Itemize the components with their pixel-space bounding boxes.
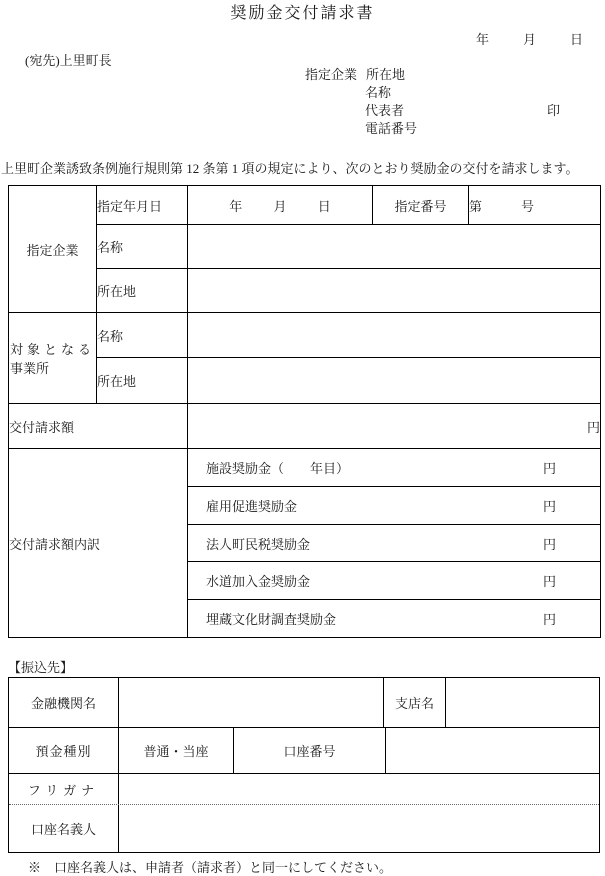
date-day-label: 日	[569, 32, 583, 47]
breakdown-item-name: 水道加入金奨励金	[206, 574, 311, 589]
target-office-group-label	[9, 313, 97, 404]
breakdown-row-employment	[188, 487, 601, 525]
request-statement: 上里町企業誘致条例施行規則第 12 条第 1 項の規定により、次のとおり奨励金の交付を請求します。	[1, 161, 579, 176]
sender-representative-label: 代表者	[365, 103, 405, 118]
account-holder-row	[9, 805, 599, 852]
office-name-label: 名称	[97, 313, 188, 358]
breakdown-group-label: 交付請求額内訳	[9, 449, 188, 638]
breakdown-item-name: 埋蔵文化財調査奨励金	[206, 612, 337, 627]
breakdown-row-water	[188, 562, 601, 600]
breakdown-item-name: 雇用促進奨励金	[206, 499, 298, 514]
yen-unit: 円	[542, 612, 556, 627]
claim-amount-label: 交付請求額	[9, 404, 188, 449]
yen-unit: 円	[542, 574, 556, 589]
company-address-label: 所在地	[97, 269, 188, 313]
deposit-type-label: 預金種別	[9, 728, 119, 773]
transfer-table	[8, 677, 600, 853]
company-name-label: 名称	[97, 225, 188, 269]
sender-phone-label: 電話番号	[365, 121, 418, 136]
bank-name-value-cell	[119, 678, 384, 727]
account-number-label: 口座番号	[234, 728, 386, 773]
account-number-value-cell	[386, 728, 599, 773]
designation-number-label: 指定番号	[373, 186, 469, 225]
breakdown-row-facility	[188, 449, 601, 487]
designation-date-value-cell	[188, 186, 373, 225]
designation-date-label: 指定年月日	[97, 186, 188, 225]
designation-month-unit: 月	[273, 198, 287, 214]
furigana-value-cell	[119, 774, 599, 804]
account-holder-value-cell	[119, 805, 599, 852]
document-title: 奨励金交付請求書	[230, 5, 375, 22]
sender-block	[305, 66, 585, 138]
breakdown-item-name: 法人町民税奨励金	[206, 536, 311, 552]
bank-name-label: 金融機関名	[9, 678, 119, 727]
yen-unit: 円	[542, 499, 556, 514]
claim-table	[8, 185, 601, 638]
designated-company-group-label: 指定企業	[9, 186, 97, 313]
date-year-label: 年	[475, 32, 489, 47]
company-name-value-cell	[188, 225, 601, 269]
target-office-label-line2: 事業所	[9, 361, 49, 376]
addressee: (宛先)上里町長	[25, 53, 112, 68]
seal-mark: 印	[547, 103, 561, 118]
breakdown-item-name: 施設奨励金（ 年目）	[206, 461, 350, 476]
sender-address-label: 所在地	[366, 67, 406, 82]
bank-row	[9, 678, 599, 728]
branch-label: 支店名	[384, 678, 446, 727]
deposit-type-options: 普通・当座	[119, 728, 234, 773]
deposit-row	[9, 728, 599, 774]
claim-amount-value-cell: 円	[188, 404, 601, 449]
transfer-section-heading: 【振込先】	[8, 660, 74, 675]
date-month-label: 月	[522, 32, 536, 47]
office-address-label: 所在地	[97, 358, 188, 404]
breakdown-row-corporate-tax	[188, 525, 601, 562]
furigana-label: フリガナ	[9, 774, 119, 804]
yen-unit: 円	[542, 536, 556, 552]
company-address-value-cell	[188, 269, 601, 313]
office-address-value-cell	[188, 358, 601, 404]
yen-unit: 円	[542, 461, 556, 476]
sender-name-label: 名称	[365, 85, 392, 100]
designation-day-unit: 日	[317, 198, 331, 214]
sender-group-label: 指定企業	[305, 67, 358, 82]
office-name-value-cell	[188, 313, 601, 358]
designation-year-unit: 年	[229, 198, 243, 214]
branch-value-cell	[446, 678, 599, 727]
footer-note: ※ 口座名義人は、申請者（請求者）と同一にしてください。	[28, 860, 393, 875]
designation-number-value: 第 号	[469, 186, 601, 225]
date-line	[476, 29, 583, 48]
account-holder-label: 口座名義人	[9, 805, 119, 852]
breakdown-row-cultural	[188, 600, 601, 638]
furigana-row	[9, 774, 599, 805]
target-office-label-line1: 対象となる	[9, 342, 95, 357]
